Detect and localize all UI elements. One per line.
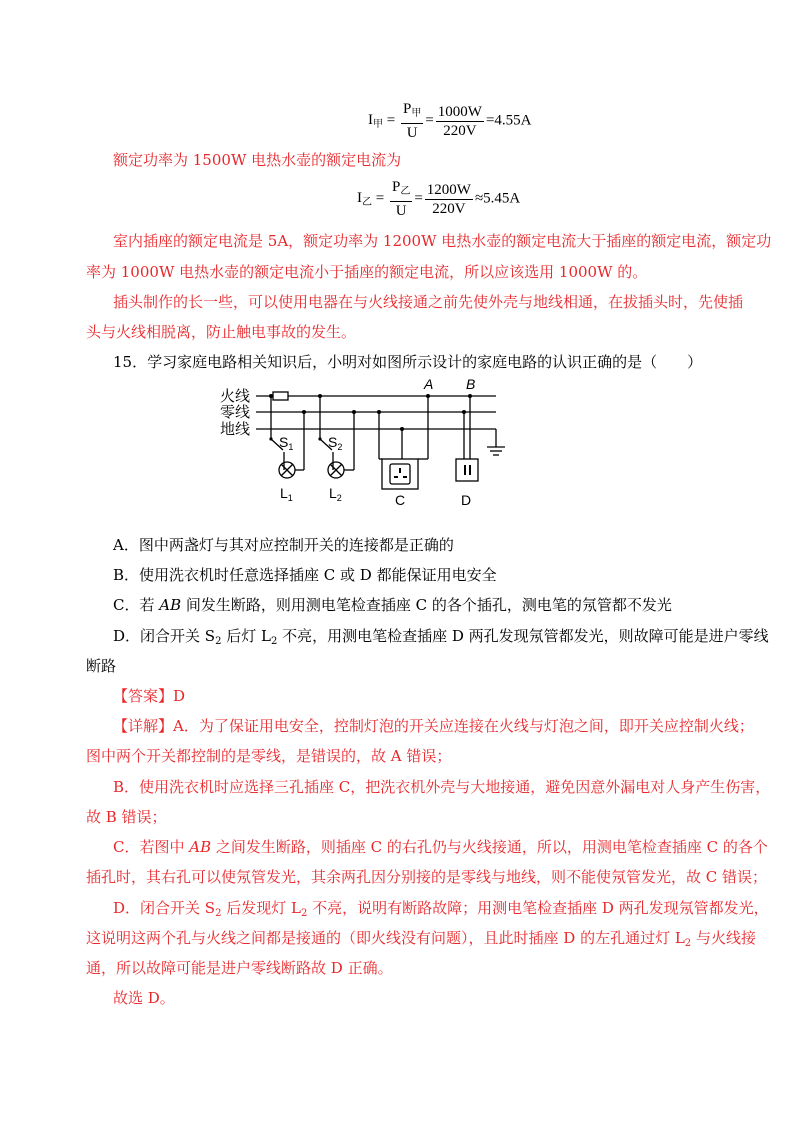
socket-d (456, 459, 478, 481)
label-s1: $S_1$ (279, 434, 294, 452)
option-d-line1: D．闭合开关 $S_2$ 后灯 $L_2$ 不亮，用测电笔检查插座 D 两孔发现氖管都发光，则故障可能是进户零线 (113, 627, 769, 647)
question-15: 15．学习家庭电路相关知识后，小明对如图所示设计的家庭电路的认识正确的是（ ） (113, 353, 703, 371)
label-live-wire: 火线 (220, 388, 251, 405)
para1-line1: 室内插座的额定电流是 5A，额定功率为 1200W 电热水壶的额定电流大于插座的额定电流，额定功 (113, 232, 772, 250)
para2-line2: 头与火线相脱离，防止触电事故的发生。 (86, 323, 357, 341)
formula1-result: =4.55A (485, 112, 532, 129)
detail-d-line1: D．闭合开关 $S_2$ 后发现灯 $L_2$ 不亮，说明有断路故障；用测电笔检查插座 D 两孔发现氖管都发光， (113, 899, 769, 919)
para1-line2: 率为 1000W 电热水壶的额定电流小于插座的额定电流，所以应该选用 1000W 的。 (86, 263, 648, 281)
option-c: C．若 AB 间发生断路，则用测电笔检查插座 C 的各个插孔，测电笔的氖管都不发光 (113, 596, 672, 614)
formula1-frac2: $\frac{1000W}{220V}$ (437, 103, 482, 139)
option-a: A．图中两盏灯与其对应控制开关的连接都是正确的 (113, 536, 454, 554)
label-socket-c: C (395, 492, 406, 508)
formula2-result: ≈5.45A (474, 190, 521, 207)
option-b: B．使用洗衣机时任意选择插座 C 或 D 都能保证用电安全 (113, 566, 497, 584)
detail-conclusion: 故选 D。 (113, 989, 175, 1007)
formula1-frac1: $\frac{P_甲}{U}$ (402, 101, 422, 141)
label-neutral-wire: 零线 (220, 404, 251, 421)
label-l1: $L_1$ (280, 485, 293, 503)
formula1-lhs: $I_甲$ (368, 112, 383, 131)
label-ground-wire: 地线 (220, 421, 251, 438)
detail-b-line2: 故 B 错误； (86, 808, 167, 826)
formula-current-1200w: $I_乙$ = $\frac{P_乙}{U}$ = $\frac{1200W}{220V}$ ≈5.45A (357, 179, 521, 219)
detail-d-line3: 通，所以故障可能是进户零线断路故 D 正确。 (86, 959, 393, 977)
formula2-frac2: $\frac{1200W}{220V}$ (426, 181, 471, 217)
label-point-a: A (424, 376, 434, 392)
label-socket-d: D (461, 492, 472, 508)
detail-d-line2: 这说明这两个孔与火线之间都是接通的（即火线没有问题），且此时插座 D 的左孔通过灯 $L_2$ 与火线接 (86, 929, 756, 949)
formula2-frac1: $\frac{P_乙}{U}$ (391, 179, 411, 219)
detail-a-line2: 图中两个开关都控制的是零线，是错误的，故 A 错误； (86, 747, 452, 765)
line-kettle-1500w: 额定功率为 1500W 电热水壶的额定电流为 (113, 151, 402, 169)
label-s2: $S_2$ (328, 434, 343, 452)
formula2-lhs: $I_乙$ (357, 190, 372, 209)
circuit-diagram (220, 375, 520, 510)
fuse (273, 392, 288, 400)
detail-a-line1: 【详解】A．为了保证用电安全，控制灯泡的开关应连接在火线与灯泡之间，即开关应控制火线； (113, 717, 754, 735)
detail-c-line2: 插孔时，其右孔可以使氖管发光，其余两孔因分别接的是零线与地线，则不能使氖管发光，故 C 错误； (86, 868, 768, 886)
answer: 【答案】D (113, 687, 186, 705)
option-d-line2: 断路 (86, 657, 117, 675)
para2-line1: 插头制作的长一些，可以使用电器在与火线接通之前先使外壳与地线相通，在拔插头时，先使插 (113, 293, 744, 311)
label-point-b: B (466, 376, 476, 392)
detail-c-line1: C．若图中 AB 之间发生断路，则插座 C 的右孔仍与火线接通，所以，用测电笔检查插座 C 的各个 (113, 838, 768, 856)
detail-b-line1: B．使用洗衣机时应选择三孔插座 C，把洗衣机外壳与大地接通，避免因意外漏电对人身产生伤害， (113, 778, 771, 796)
label-l2: $L_2$ (329, 485, 342, 503)
formula-current-1000w: $I_甲$ = $\frac{P_甲}{U}$ = $\frac{1000W}{220V}$ =4.55A (368, 101, 532, 141)
